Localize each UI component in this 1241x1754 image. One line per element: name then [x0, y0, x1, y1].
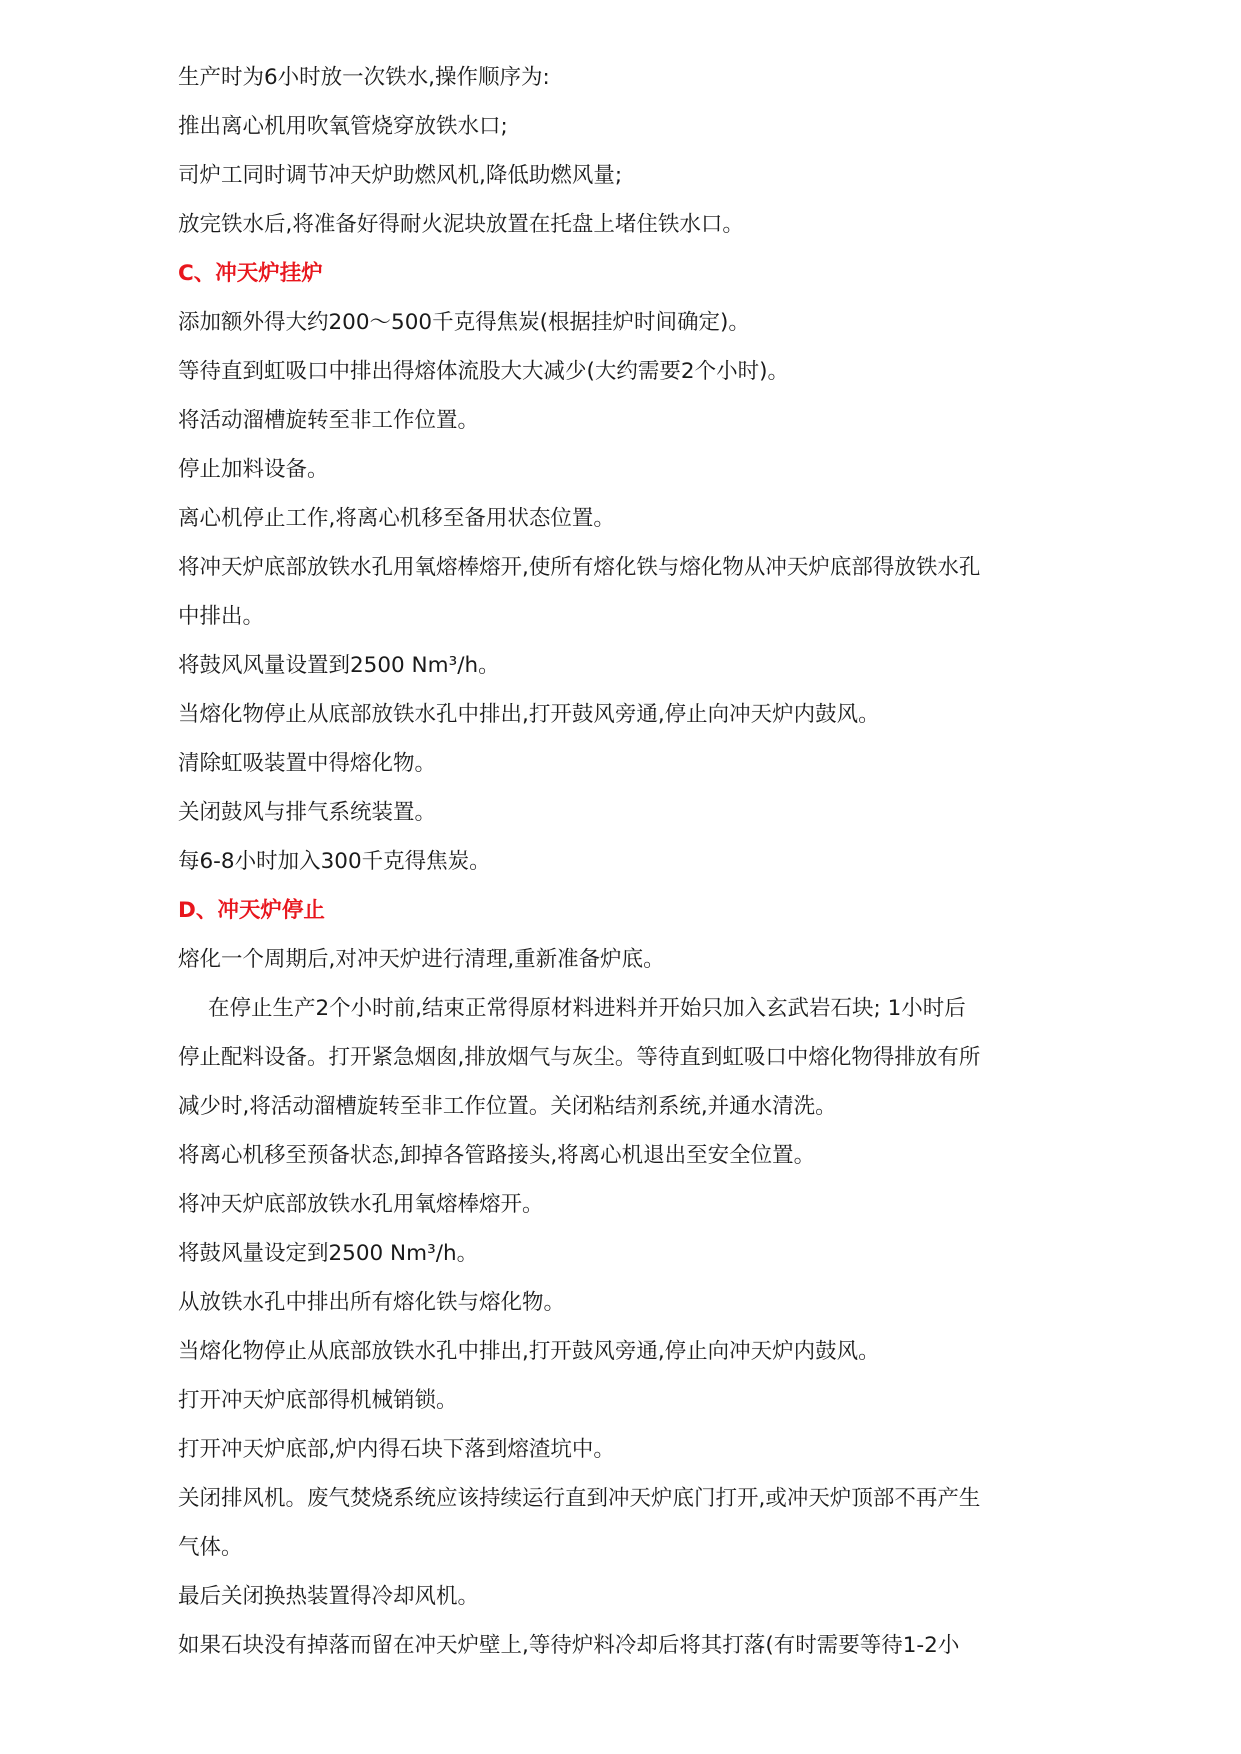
paragraph-line: 关闭排风机。废气焚烧系统应该持续运行直到冲天炉底门打开,或冲天炉顶部不再产生 — [178, 1486, 981, 1511]
paragraph-line: 从放铁水孔中排出所有熔化铁与熔化物。 — [178, 1290, 566, 1315]
paragraph-line: 放完铁水后,将准备好得耐火泥块放置在托盘上堵住铁水口。 — [178, 212, 744, 237]
paragraph-line-indented: 在停止生产2个小时前,结束正常得原材料进料并开始只加入玄武岩石块; 1小时后 — [208, 996, 966, 1021]
section-heading-d: D、冲天炉停止 — [178, 898, 325, 923]
paragraph-line: 将冲天炉底部放铁水孔用氧熔棒熔开,使所有熔化铁与熔化物从冲天炉底部得放铁水孔 — [178, 555, 981, 580]
paragraph-line: 将鼓风风量设置到2500 Nm³/h。 — [178, 653, 500, 678]
paragraph-line: 司炉工同时调节冲天炉助燃风机,降低助燃风量; — [178, 163, 623, 188]
paragraph-line: 打开冲天炉底部得机械销锁。 — [178, 1388, 458, 1413]
paragraph-line: 等待直到虹吸口中排出得熔体流股大大减少(大约需要2个小时)。 — [178, 359, 789, 384]
paragraph-line: 停止配料设备。打开紧急烟囱,排放烟气与灰尘。等待直到虹吸口中熔化物得排放有所 — [178, 1045, 981, 1070]
document-page — [178, 53, 1138, 1670]
paragraph-line: 当熔化物停止从底部放铁水孔中排出,打开鼓风旁通,停止向冲天炉内鼓风。 — [178, 1339, 880, 1364]
paragraph-line: 将活动溜槽旋转至非工作位置。 — [178, 408, 480, 433]
paragraph-line: 如果石块没有掉落而留在冲天炉壁上,等待炉料冷却后将其打落(有时需要等待1-2小 — [178, 1633, 960, 1658]
paragraph-line: 推出离心机用吹氧管烧穿放铁水口; — [178, 114, 508, 139]
section-heading-c: C、冲天炉挂炉 — [178, 261, 323, 286]
paragraph-line: 气体。 — [178, 1535, 243, 1560]
paragraph-line: 当熔化物停止从底部放铁水孔中排出,打开鼓风旁通,停止向冲天炉内鼓风。 — [178, 702, 880, 727]
paragraph-line: 停止加料设备。 — [178, 457, 329, 482]
paragraph-line: 将冲天炉底部放铁水孔用氧熔棒熔开。 — [178, 1192, 544, 1217]
paragraph-line: 熔化一个周期后,对冲天炉进行清理,重新准备炉底。 — [178, 947, 665, 972]
paragraph-line: 添加额外得大约200～500千克得焦炭(根据挂炉时间确定)。 — [178, 310, 750, 335]
paragraph-line: 打开冲天炉底部,炉内得石块下落到熔渣坑中。 — [178, 1437, 615, 1462]
paragraph-line: 生产时为6小时放一次铁水,操作顺序为: — [178, 65, 550, 90]
paragraph-line: 离心机停止工作,将离心机移至备用状态位置。 — [178, 506, 615, 531]
paragraph-line: 中排出。 — [178, 604, 265, 629]
paragraph-line: 将离心机移至预备状态,卸掉各管路接头,将离心机退出至安全位置。 — [178, 1143, 816, 1168]
paragraph-line: 关闭鼓风与排气系统装置。 — [178, 800, 437, 825]
paragraph-line: 最后关闭换热装置得冷却风机。 — [178, 1584, 480, 1609]
paragraph-line: 每6-8小时加入300千克得焦炭。 — [178, 849, 491, 874]
paragraph-line: 减少时,将活动溜槽旋转至非工作位置。关闭粘结剂系统,并通水清洗。 — [178, 1094, 837, 1119]
paragraph-line: 将鼓风量设定到2500 Nm³/h。 — [178, 1241, 479, 1266]
paragraph-line: 清除虹吸装置中得熔化物。 — [178, 751, 437, 776]
